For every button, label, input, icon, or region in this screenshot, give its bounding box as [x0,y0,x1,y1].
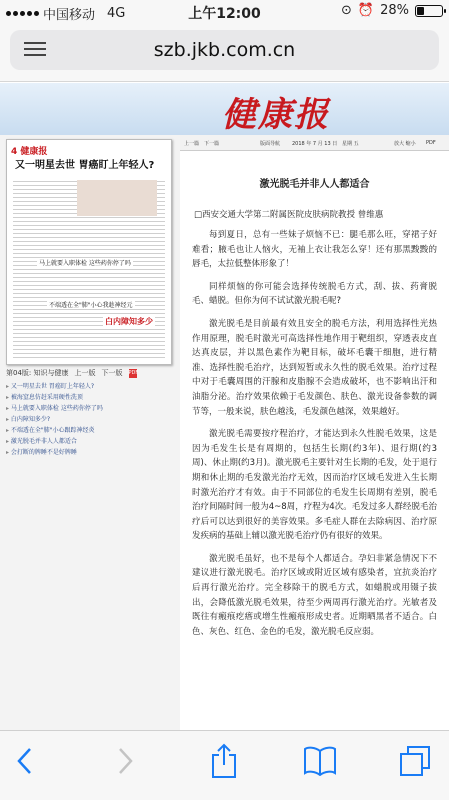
thumb-red-headline: 白内障知多少 [105,317,153,326]
browser-address-bar [0,24,449,82]
url-text[interactable]: szb.jkb.com.cn [153,39,296,61]
thumb-subhead-1: 马上就要入职体检 这些药你停了吗 [39,260,131,267]
page-sidebar [0,135,180,730]
browser-toolbar [0,730,449,800]
clock: 上午12:00 [188,6,261,22]
carrier-name: 中国移动 [43,8,96,23]
status-right [341,3,443,18]
url-field[interactable] [10,30,439,70]
page-nav [6,368,176,378]
forward-button[interactable] [100,741,150,781]
signal-icon [6,11,39,16]
pdf-icon[interactable]: PDF [128,369,139,376]
article-list [6,381,176,458]
article-infobar [180,135,449,151]
article-link[interactable]: ▸ 被海窒息仿赶采用硬性洗顶 [6,392,176,403]
masthead [0,83,449,135]
article-link[interactable]: ▸ 又一明星去世 胃癌盯上年轻人? [6,381,176,392]
battery-percent: 28% [380,3,409,18]
thumb-headline: 又一明星去世 胃癌盯上年轻人? [15,160,155,171]
share-icon [210,743,238,779]
article-link[interactable]: ▸ 白内障知多少? [6,414,176,425]
status-bar [0,0,449,24]
article-title: 激光脱毛并非人人都适合 [259,179,370,190]
book-icon [303,746,337,776]
bookmarks-button[interactable] [295,741,345,781]
article-paragraph: 激光脱毛是目前最有效且安全的脱毛方法，利用选择性光热作用原理，脱毛时激光可高选择性地作用于靶组织，穿透表皮直达真皮层，并以黑色素作为靶目标，破坏毛囊干细胞，进行精准、选择性脱毛治疗，达到短暂或永久性的脱毛效果。治疗过程中对于毛囊周围的汗腺和皮脂腺不会造成破坏，也不影响出汗和油脂分泌。治疗效果依赖于毛发颜色、肤色、激光设备参数的调节等，一般来说，肤色越浅，毛发颜色越深，效果越好。 [192,318,437,417]
article-body [180,151,449,730]
chevron-right-icon [115,746,135,776]
thumb-corner: 4 健康报 [11,147,48,157]
network-type: 4G [107,6,126,21]
tabs-icon [399,745,431,777]
next-article-link[interactable]: 下一篇 [204,141,220,147]
article-paragraph: 每到夏日，总有一些妹子烦恼不已：腿毛那么旺，穿裙子好难看；腋毛也让人恼火，无袖上衣让我怎么穿！还有那黑黢黢的唇毛，太拉低整体形象了！ [192,230,437,270]
battery-icon [415,5,443,17]
newspaper-page [0,83,449,730]
article-paragraph: 激光脱毛需要按疗程治疗，才能达到永久性脱毛效果，这是因为毛发生长是有周期的，包括生长期(约3年)、退行期(约3周)、休止期(约3月)。激光脱毛主要针对生长期的毛发，处于退行期和休止期的毛发激光治疗无效，因而治疗区域毛发进入生长期时激光治疗才有效。由于不同部位的毛发生长周期有差别，脱毛治疗间隔时间一般为4~8周，疗程为4次。毛发过多人群经脱毛治疗后可以达到很好的美容效果。多毛症人群在去除病因、治疗原发疾病的基础上辅以激光脱毛治疗仍有很好的效果。 [192,429,437,542]
thumb-subhead-2: 不端透在全"肺"小心我趁神经元 [49,302,133,309]
article-link[interactable]: ▸ 会打断的牌睡不是好牌睡 [6,447,176,458]
article-paragraph: 同样烦恼的你可能会选择传统脱毛方式，刮、拔、药膏脱毛、蜡脱。但你为何不试试激光脱毛呢? [192,281,437,307]
prev-page-link[interactable]: 上一版 [74,369,96,377]
back-button[interactable] [0,741,50,781]
page-thumbnail[interactable] [6,139,172,365]
rotation-lock-icon: ⊙ [341,3,352,18]
next-page-link[interactable]: 下一版 [101,369,123,377]
pdf-link[interactable]: PDF [426,140,436,146]
article-link[interactable]: ▸ 不端透在全"肺"小心跟踪神经炎 [6,425,176,436]
tabs-button[interactable] [390,741,440,781]
zoom-controls[interactable]: 放大 缩小 [394,141,416,147]
newspaper-logo: 健康报 [222,95,330,135]
thumb-photo [77,180,157,216]
battery-fill [417,7,424,15]
issue-weekday: 星期 五 [342,141,359,147]
article-link[interactable]: ▸ 激光脱毛并非人人都适合 [6,436,176,447]
carrier-info [6,4,125,23]
article-paragraph: 激光脱毛虽好，也不是每个人都适合。孕妇非紧急情况下不建议进行激光脱毛。治疗区域或附近区域有感染者，宜抗炎治疗后再行激光治疗。完全移除干的脱毛方式，如蜡脱或用镊子拔出，会降低激光脱毛效果，待至少两周再行激光治疗。光敏者及既往有瘢痕疙瘩或增生性瘢痕形成史者。近期晒黑者不适合。白色、灰色、红色、金色的毛发，激光脱毛反应弱。 [192,553,437,637]
layout-nav-link[interactable]: 版面导航 [260,141,281,147]
article-link[interactable]: ▸ 马上就要入职体检 这些药你停了吗 [6,403,176,414]
prev-article-link[interactable]: 上一篇 [184,141,200,147]
share-button[interactable] [199,741,249,781]
alarm-icon: ⏰ [357,3,375,18]
issue-date: 2018 年 7 月 13 日 [292,141,338,147]
page-label: 第04版: 知识与健康 [6,369,69,377]
chevron-left-icon [15,746,35,776]
article-author: □西安交通大学第二附属医院皮肤病院教授 曾维惠 [194,210,384,220]
